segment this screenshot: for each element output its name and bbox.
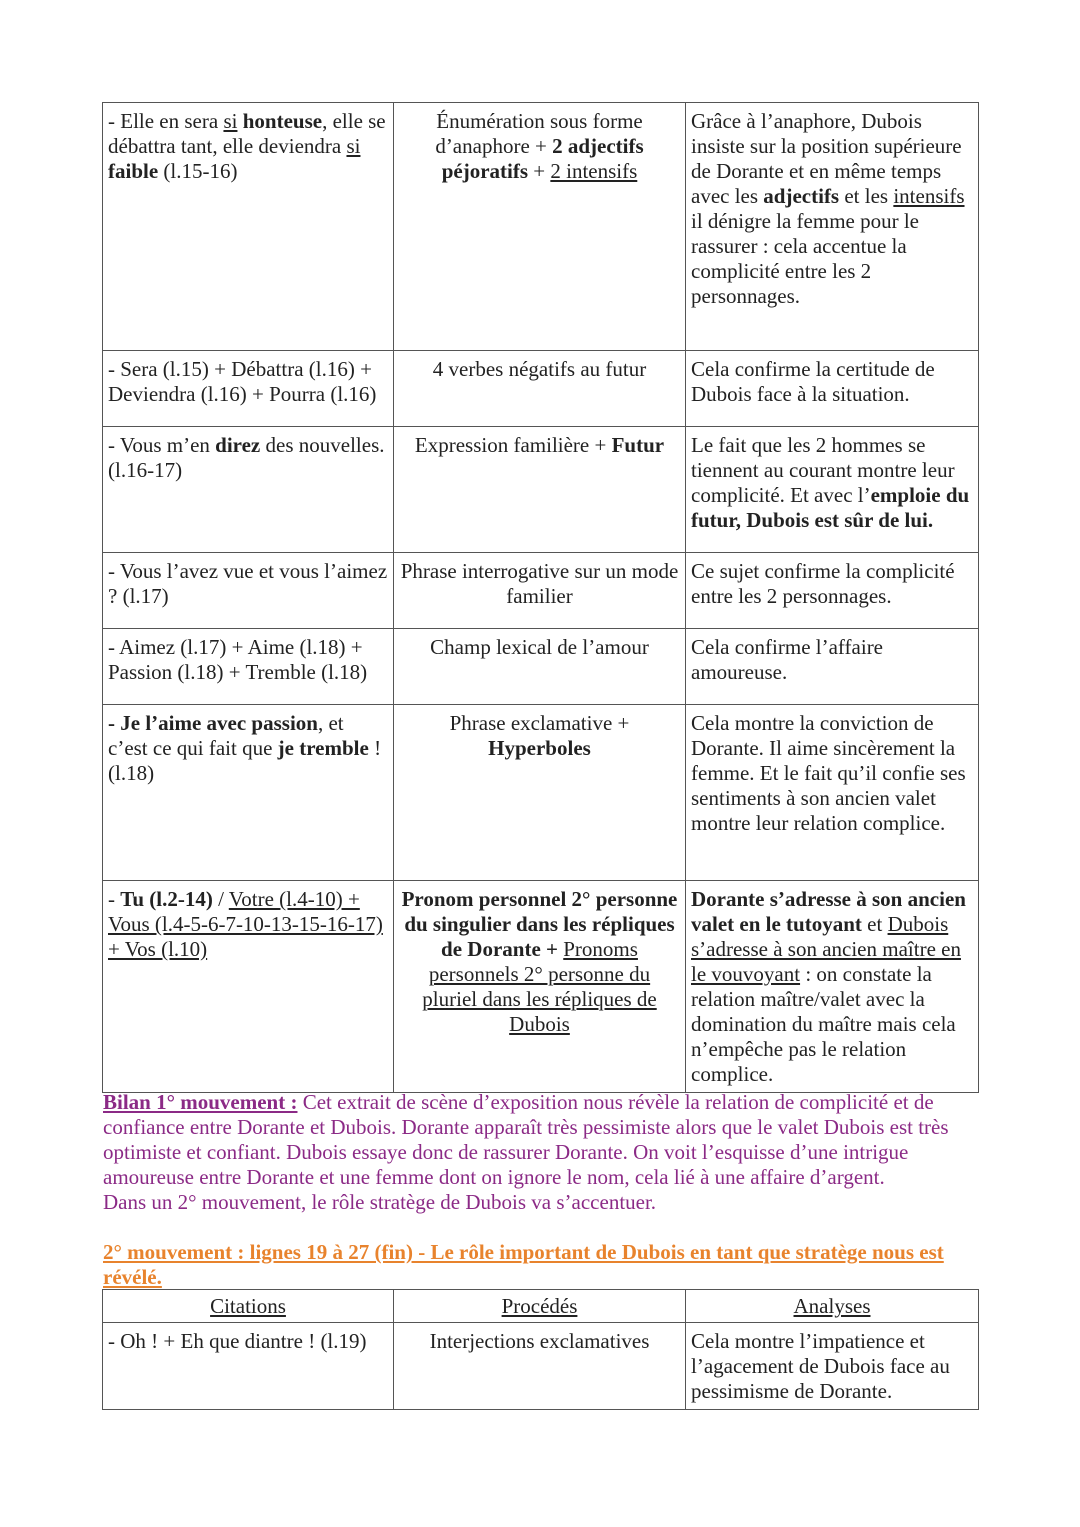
procede-cell — [394, 427, 686, 553]
citation-cell — [103, 629, 394, 705]
text-run: Cela montre la conviction de Dorante. Il aime sincèrement la femme. Et le fait qu’il confie ses sentiments à son ancien valet montre leur relation complice. — [691, 711, 966, 835]
text-run: Hyperboles — [488, 736, 591, 760]
analyse-cell — [686, 881, 979, 1093]
analysis-table-2 — [102, 1289, 979, 1410]
text-run: + — [528, 159, 551, 183]
text-run: adjectifs — [763, 184, 840, 208]
text-run: Phrase exclamative + — [449, 711, 630, 735]
text-run: 2 adjectifs péjoratifs — [441, 134, 644, 183]
text-run: Expression familière + — [414, 433, 612, 457]
table-row — [103, 881, 979, 1093]
table-header-row — [103, 1290, 979, 1323]
procede-cell — [394, 629, 686, 705]
text-run: Cela confirme la certitude de Dubois face à la situation. — [691, 357, 935, 406]
text-run: Grâce à l’anaphore, Dubois insiste sur la position supérieure de Dorante et en même temps avec les — [691, 109, 962, 208]
column-header-analyses: Analyses — [686, 1290, 979, 1323]
table-row — [103, 1323, 979, 1410]
text-run: 2 intensifs — [550, 159, 638, 183]
column-header-citations: Citations — [103, 1290, 394, 1323]
text-run: , et c’est ce qui fait que — [108, 711, 344, 760]
citation-cell — [103, 351, 394, 427]
citation-cell — [103, 705, 394, 881]
text-run: et les — [839, 184, 894, 208]
text-run: intensifs — [893, 184, 965, 208]
procede-cell — [394, 705, 686, 881]
procede-cell — [394, 881, 686, 1093]
procede-cell — [394, 553, 686, 629]
text-run: faible — [108, 159, 159, 183]
citation-cell — [103, 103, 394, 351]
text-run: : on constate la relation maître/valet avec la domination du maître mais cela n’empêche pas le relation complice. — [691, 962, 956, 1086]
text-run: Dubois s’adresse à son ancien maître en le vouvoyant — [691, 912, 961, 986]
text-run: Dorante s’adresse à son ancien valet en le tutoyant — [691, 887, 966, 936]
text-run: - Vous l’avez vue et vous l’aimez ? (l.17) — [108, 559, 388, 608]
text-run: - Je l’aime avec passion — [108, 711, 318, 735]
analysis-table-1 — [102, 102, 979, 1093]
text-run: Phrase interrogative sur un mode familier — [400, 559, 679, 608]
procede-cell — [394, 103, 686, 351]
procede-cell — [394, 351, 686, 427]
citation-cell — [103, 553, 394, 629]
text-run: Ce sujet confirme la complicité entre les 2 personnages. — [691, 559, 955, 608]
analyse-cell — [686, 705, 979, 881]
text-run: - Elle en sera — [108, 109, 224, 133]
text-run: des nouvelles. (l.16-17) — [108, 433, 385, 482]
analyse-cell — [686, 553, 979, 629]
text-run: il dénigre la femme pour le rassurer : cela accentue la complicité entre les 2 personnages. — [691, 209, 919, 308]
text-run: Tu (l.2-14) — [120, 887, 213, 911]
text-run: et — [861, 912, 888, 936]
procede-cell: Interjections exclamatives — [394, 1323, 686, 1410]
citation-cell: - Oh ! + Eh que diantre ! (l.19) — [103, 1323, 394, 1410]
text-run: honteuse — [242, 109, 323, 133]
text-run: , elle se débattra tant, elle deviendra — [108, 109, 386, 158]
analyse-cell — [686, 427, 979, 553]
table-row — [103, 103, 979, 351]
text-run: - Sera (l.15) + Débattra (l.16) + Deviendra (l.16) + Pourra (l.16) — [108, 357, 377, 406]
table-row — [103, 553, 979, 629]
analyse-cell — [686, 351, 979, 427]
text-run: je tremble — [277, 736, 369, 760]
section-heading-mouvement-2: 2° mouvement : lignes 19 à 27 (fin) - Le rôle important de Dubois en tant que stratège nous est révélé. — [103, 1240, 944, 1289]
column-header-procedes: Procédés — [394, 1290, 686, 1323]
text-run: 4 verbes négatifs au futur — [432, 357, 647, 381]
text-run: direz — [215, 433, 261, 457]
analyse-cell — [686, 103, 979, 351]
table-row — [103, 427, 979, 553]
text-run: Pronom personnel 2° personne du singulier dans les répliques de Dorante + — [401, 887, 678, 961]
citation-cell — [103, 881, 394, 1093]
table-row — [103, 705, 979, 881]
citation-cell — [103, 427, 394, 553]
bilan-paragraph — [103, 1090, 983, 1215]
table-row — [103, 629, 979, 705]
text-run: - Vous m’en — [108, 433, 216, 457]
text-run: Énumération sous forme d’anaphore + — [435, 109, 643, 158]
text-run: - — [108, 887, 121, 911]
text-run: Votre (l.4-10) + Vous (l.4-5-6-7-10-13-15-16-17) + Vos (l.10) — [108, 887, 383, 961]
text-run: si — [223, 109, 238, 133]
text-run: Futur — [611, 433, 665, 457]
text-run: emploie du futur, Dubois est sûr de lui. — [691, 483, 970, 532]
analyse-cell: Cela montre l’impatience et l’agacement de Dubois face au pessimisme de Dorante. — [686, 1323, 979, 1410]
text-run: Pronoms personnels 2° personne du pluriel dans les répliques de Dubois — [422, 937, 657, 1036]
analyse-cell — [686, 629, 979, 705]
text-run: (l.15-16) — [158, 159, 238, 183]
text-run: / — [212, 887, 229, 911]
table-row — [103, 351, 979, 427]
bilan-text-2: Dans un 2° mouvement, le rôle stratège de Dubois va s’accentuer. — [103, 1190, 657, 1214]
text-run: Le fait que les 2 hommes se tiennent au courant montre leur complicité. Et avec l’ — [691, 433, 955, 507]
text-run: Champ lexical de l’amour — [430, 635, 649, 659]
text-run: ! (l.18) — [108, 736, 382, 785]
text-run: Cela confirme l’affaire amoureuse. — [691, 635, 884, 684]
text-run: - Aimez (l.17) + Aime (l.18) + Passion (l.18) + Tremble (l.18) — [108, 635, 368, 684]
bilan-label: Bilan 1° mouvement : — [103, 1090, 298, 1114]
text-run: si — [346, 134, 361, 158]
bilan-text: Cet extrait de scène d’exposition nous révèle la relation de complicité et de confiance entre Dorante et Dubois. Dorante apparaît très pessimiste alors que le valet Dubois est très optimiste et confiant. Dubois essaye donc de rassurer Dorante. On voit l’esquisse d’une intrigue amoureuse entre Dorante et une femme dont on ignore le nom, cela lié à une affaire d’argent. — [103, 1090, 949, 1189]
